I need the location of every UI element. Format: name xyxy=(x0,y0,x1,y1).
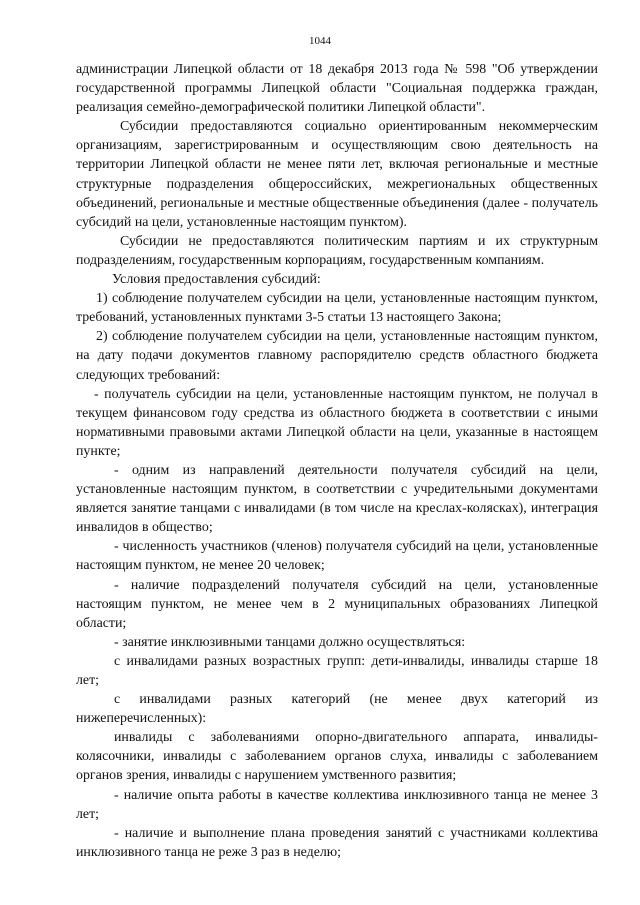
paragraph: - наличие опыта работы в качестве коллектива инклюзивного танца не менее 3 лет; xyxy=(76,787,598,822)
paragraph: с инвалидами разных возрастных групп: дети-инвалиды, инвалиды старше 18 лет; xyxy=(76,653,598,688)
page-number: 1044 xyxy=(309,35,331,47)
paragraph: с инвалидами разных категорий (не менее двух категорий из нижеперечисленных): xyxy=(76,692,598,727)
paragraph: Условия предоставления субсидий: xyxy=(112,272,321,288)
paragraph: - численность участников (членов) получателя субсидий на цели, установленные настоящим пунктом, не менее 20 человек; xyxy=(76,539,598,574)
paragraph: инвалиды с заболеваниями опорно-двигательного аппарата, инвалиды-колясочники, инвалиды с заболеванием органов слуха, инвалиды с заболеванием органов зрения, инвалиды с нарушением умственного развития; xyxy=(76,730,598,784)
paragraph: - одним из направлений деятельности получателя субсидий на цели, установленные настоящим пунктом, в соответствии с учредительными документами является занятие танцами с инвалидами (в том числе на креслах-колясках), интеграция инвалидов в общество; xyxy=(76,462,598,536)
paragraph: 2) соблюдение получателем субсидии на цели, установленные настоящим пунктом, на дату подачи документов главному распорядителю средств областного бюджета следующих требований: xyxy=(76,329,598,383)
paragraph: - наличие и выполнение плана проведения занятий с участниками коллектива инклюзивного танца не реже 3 раз в неделю; xyxy=(76,825,598,860)
paragraph: администрации Липецкой области от 18 декабря 2013 года № 598 "Об утверждении государственной программы Липецкой области "Социальная поддержка граждан, реализация семейно-демографической политики Липецкой области". xyxy=(76,62,598,116)
paragraph: - занятие инклюзивными танцами должно осуществляться: xyxy=(114,634,466,650)
paragraph: - получатель субсидии на цели, установленные настоящим пунктом, не получал в текущем финансовом году средства из областного бюджета в соответствии с иными нормативными правовыми актами Липецкой области на цели, указанные в настоящем пункте; xyxy=(76,386,598,459)
paragraph: 1) соблюдение получателем субсидии на цели, установленные настоящим пунктом, требований, установленных пунктами 3-5 статьи 13 настоящего Закона; xyxy=(76,291,598,326)
paragraph: Субсидии предоставляются социально ориентированным некоммерческим организациям, зарегистрированным и осуществляющим свою деятельность на территории Липецкой области не менее пяти лет, включая региональные и местные структурные подразделения общероссийских, межрегиональных общественных объединений, региональные и местные общественные объединения (далее - получатель субсидий на цели, установленные настоящим пунктом). xyxy=(76,119,598,230)
paragraph: Субсидии не предоставляются политическим партиям и их структурным подразделениям, государственным корпорациям, государственным компаниям. xyxy=(76,233,598,268)
document-body xyxy=(76,60,598,862)
paragraph: - наличие подразделений получателя субсидий на цели, установленные настоящим пунктом, не менее чем в 2 муниципальных образованиях Липецкой области; xyxy=(76,577,598,631)
